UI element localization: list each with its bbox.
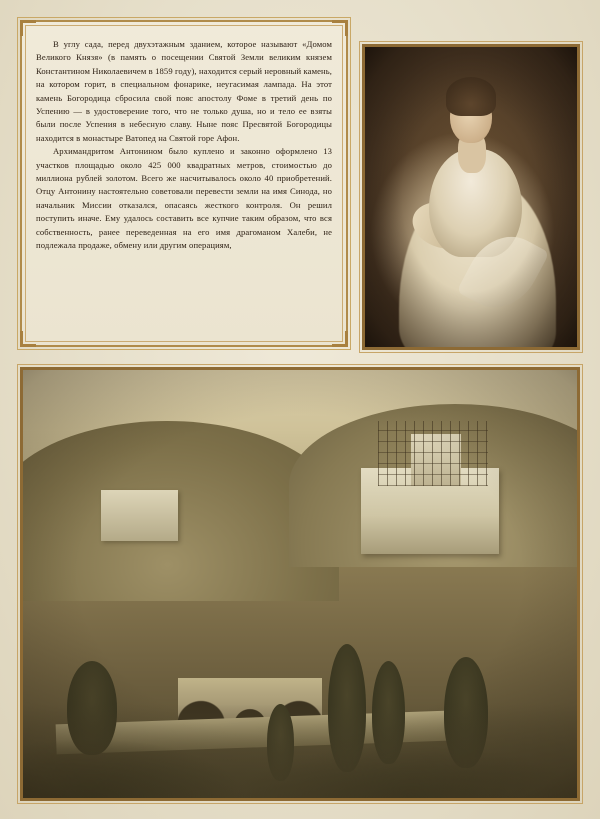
frame-corner-bottom-left-icon	[20, 331, 36, 347]
paragraph: Архимандритом Антонином было куплено и законно оформлено 13 участков площадью около 425 000 квадратных метров, стоимостью до миллиона рублей золотом. Всего же насчитывалось около 40 приобретений. Отцу Антонину настоятельно советовали перевести земли на имя Синода, но начальник Миссии отказался, опасаясь жесткого контроля. Он решил поступить иначе. Ему удалось составить все купчие таким образом, что вся собственность, ранее переведенная на его имя драгоманом Халеби, не подлежала продаже, обмену или другим операциям,	[36, 146, 332, 251]
frame-corner-top-left-icon	[20, 20, 36, 36]
frame-corner-bottom-right-icon	[332, 331, 348, 347]
portrait-vignette	[365, 47, 577, 347]
portrait-photograph	[362, 44, 580, 350]
text-panel	[20, 20, 348, 347]
landscape-photograph	[20, 367, 580, 801]
frame-corner-top-right-icon	[332, 20, 348, 36]
paragraph: В углу сада, перед двухэтажным зданием, которое называют «Домом Великого Князя» (в память о посещении Святой Земли великим князем Константином Николаевичем в 1859 году), находится серый неровный камень, на котором горит, в специальном фонарике, неугасимая лампада. На этот камень Богородица сбросила свой пояс апостолу Фоме в третий день по Успению — в удостоверение того, что не только душа, но и тело ее взяты были после Успения в небесную славу. Ныне пояс Пресвятой Богородицы находится в монастыре Ватопед на Святой горе Афон.	[36, 39, 332, 143]
top-section	[20, 20, 580, 355]
photo-vignette	[23, 370, 577, 798]
